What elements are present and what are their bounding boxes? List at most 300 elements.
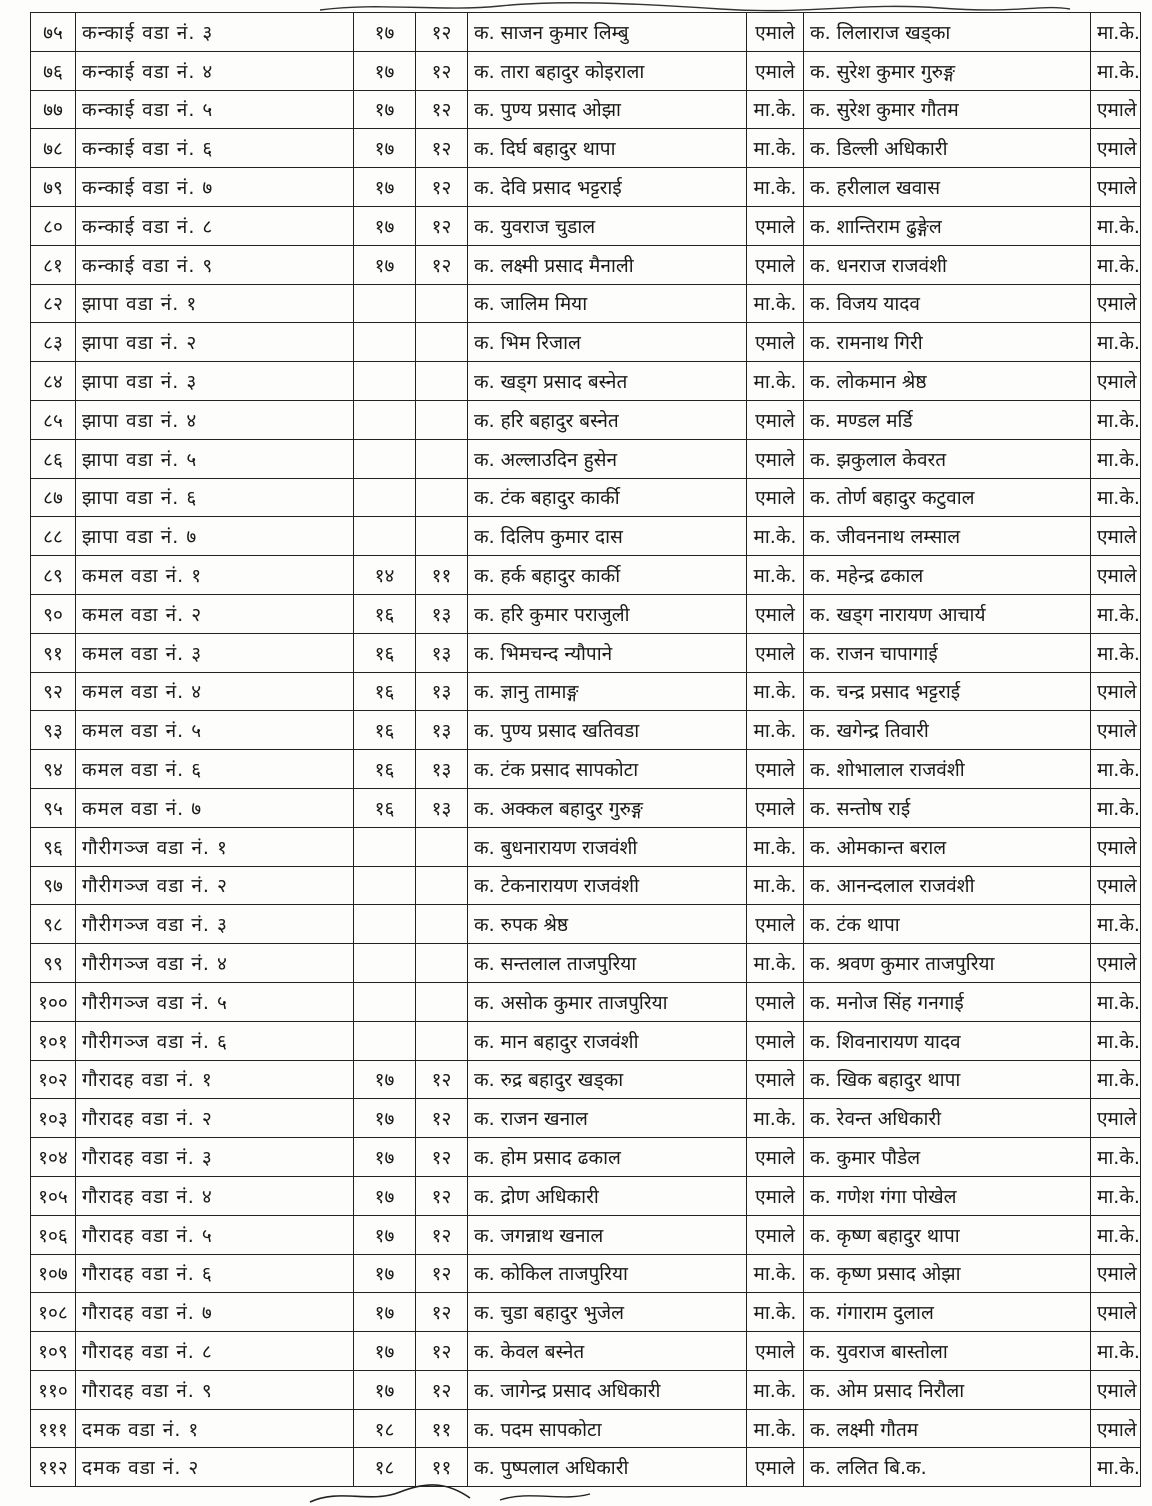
serial-number-cell: ९३ [31, 711, 76, 750]
deputy-name-cell: क. रामनाथ गिरी [804, 323, 1091, 362]
serial-number-cell: ८७ [31, 478, 76, 517]
ward-name-cell: झापा वडा नं. ७ [76, 517, 354, 556]
count-b-cell: १२ [416, 1254, 468, 1293]
ward-name-cell: गौरीगञ्ज वडा नं. ६ [76, 1021, 354, 1060]
table-row [31, 1254, 1141, 1293]
coordinator-name-cell: क. खड्ग प्रसाद बस्नेत [468, 362, 747, 401]
serial-number-cell: ९२ [31, 672, 76, 711]
deputy-name-cell: क. राजन चापागाई [804, 633, 1091, 672]
deputy-name-cell: क. कुमार पौडेल [804, 1138, 1091, 1177]
count-a-cell: १७ [354, 1176, 416, 1215]
table-row [31, 944, 1141, 983]
deputy-name-cell: क. धनराज राजवंशी [804, 245, 1091, 284]
coordinator-name-cell: क. रुद्र बहादुर खड्का [468, 1060, 747, 1099]
count-b-cell: १२ [416, 13, 468, 52]
deputy-party-cell: एमाले [1091, 827, 1141, 866]
coordinator-name-cell: क. रुपक श्रेष्ठ [468, 905, 747, 944]
count-a-cell [354, 400, 416, 439]
deputy-party-cell: मा.के. [1091, 1215, 1141, 1254]
ward-name-cell: गौरादह वडा नं. १ [76, 1060, 354, 1099]
table-row [31, 750, 1141, 789]
count-b-cell [416, 905, 468, 944]
table-row [31, 1138, 1141, 1177]
ward-name-cell: कन्काई वडा नं. ३ [76, 13, 354, 52]
ward-name-cell: झापा वडा नं. ५ [76, 439, 354, 478]
serial-number-cell: ८९ [31, 556, 76, 595]
deputy-name-cell: क. लोकमान श्रेष्ठ [804, 362, 1091, 401]
ward-name-cell: कन्काई वडा नं. ६ [76, 129, 354, 168]
deputy-name-cell: क. शान्तिराम ढुङ्गेल [804, 206, 1091, 245]
serial-number-cell: ७८ [31, 129, 76, 168]
count-b-cell [416, 827, 468, 866]
coordinator-party-cell: एमाले [747, 982, 804, 1021]
serial-number-cell: १०४ [31, 1138, 76, 1177]
count-a-cell: १७ [354, 206, 416, 245]
deputy-party-cell: मा.के. [1091, 13, 1141, 52]
count-a-cell [354, 478, 416, 517]
deputy-name-cell: क. ललित बि.क. [804, 1448, 1091, 1487]
table-row [31, 90, 1141, 129]
serial-number-cell: १०९ [31, 1332, 76, 1371]
coordinator-party-cell: मा.के. [747, 1370, 804, 1409]
table-row [31, 1021, 1141, 1060]
count-a-cell: १७ [354, 245, 416, 284]
count-a-cell: १६ [354, 750, 416, 789]
deputy-party-cell: मा.के. [1091, 1448, 1141, 1487]
serial-number-cell: ९० [31, 594, 76, 633]
deputy-name-cell: क. जीवननाथ लम्साल [804, 517, 1091, 556]
coordinator-party-cell: मा.के. [747, 827, 804, 866]
count-b-cell: १२ [416, 1060, 468, 1099]
deputy-name-cell: क. मनोज सिंह गनगाई [804, 982, 1091, 1021]
deputy-party-cell: मा.के. [1091, 478, 1141, 517]
coordinator-party-cell: मा.के. [747, 129, 804, 168]
serial-number-cell: ९९ [31, 944, 76, 983]
count-a-cell: १७ [354, 1099, 416, 1138]
coordinator-party-cell: मा.के. [747, 284, 804, 323]
deputy-party-cell: एमाले [1091, 866, 1141, 905]
count-a-cell: १७ [354, 51, 416, 90]
count-a-cell [354, 866, 416, 905]
deputy-party-cell: मा.के. [1091, 323, 1141, 362]
coordinator-name-cell: क. भिमचन्द न्यौपाने [468, 633, 747, 672]
coordinator-party-cell: एमाले [747, 594, 804, 633]
serial-number-cell: १०२ [31, 1060, 76, 1099]
coordinator-name-cell: क. जगन्नाथ खनाल [468, 1215, 747, 1254]
coordinator-name-cell: क. असोक कुमार ताजपुरिया [468, 982, 747, 1021]
count-b-cell: १३ [416, 750, 468, 789]
table-row [31, 478, 1141, 517]
coordinator-party-cell: एमाले [747, 1060, 804, 1099]
deputy-name-cell: क. हरीलाल खवास [804, 168, 1091, 207]
count-a-cell [354, 284, 416, 323]
ward-name-cell: दमक वडा नं. २ [76, 1448, 354, 1487]
count-b-cell: १२ [416, 168, 468, 207]
ward-name-cell: गौरादह वडा नं. ६ [76, 1254, 354, 1293]
coordinator-name-cell: क. केवल बस्नेत [468, 1332, 747, 1371]
count-b-cell: १२ [416, 51, 468, 90]
count-b-cell: १२ [416, 1370, 468, 1409]
coordinator-party-cell: मा.के. [747, 672, 804, 711]
ward-name-cell: गौरीगञ्ज वडा नं. १ [76, 827, 354, 866]
ward-name-cell: गौरीगञ्ज वडा नं. ३ [76, 905, 354, 944]
table-row [31, 439, 1141, 478]
ward-name-cell: गौरादह वडा नं. ३ [76, 1138, 354, 1177]
coordinator-name-cell: क. होम प्रसाद ढकाल [468, 1138, 747, 1177]
serial-number-cell: ९६ [31, 827, 76, 866]
deputy-name-cell: क. टंक थापा [804, 905, 1091, 944]
table-row [31, 827, 1141, 866]
coordinator-name-cell: क. राजन खनाल [468, 1099, 747, 1138]
deputy-name-cell: क. सुरेश कुमार गुरुङ्ग [804, 51, 1091, 90]
coordinator-party-cell: एमाले [747, 1176, 804, 1215]
ward-name-cell: कन्काई वडा नं. ८ [76, 206, 354, 245]
count-a-cell: १७ [354, 90, 416, 129]
count-a-cell: १७ [354, 1293, 416, 1332]
deputy-name-cell: क. लक्ष्मी गौतम [804, 1409, 1091, 1448]
table-row [31, 362, 1141, 401]
count-a-cell: १७ [354, 1138, 416, 1177]
count-b-cell [416, 944, 468, 983]
deputy-name-cell: क. ओमकान्त बराल [804, 827, 1091, 866]
table-row [31, 168, 1141, 207]
deputy-name-cell: क. सुरेश कुमार गौतम [804, 90, 1091, 129]
count-b-cell: १२ [416, 1099, 468, 1138]
coordinator-party-cell: एमाले [747, 1332, 804, 1371]
serial-number-cell: ८४ [31, 362, 76, 401]
ward-name-cell: गौरादह वडा नं. २ [76, 1099, 354, 1138]
serial-number-cell: ९८ [31, 905, 76, 944]
serial-number-cell: ७९ [31, 168, 76, 207]
count-a-cell: १८ [354, 1409, 416, 1448]
serial-number-cell: ९७ [31, 866, 76, 905]
count-b-cell [416, 362, 468, 401]
count-b-cell: ११ [416, 556, 468, 595]
deputy-party-cell: मा.के. [1091, 400, 1141, 439]
coordinator-name-cell: क. युवराज चुडाल [468, 206, 747, 245]
coordinator-party-cell: मा.के. [747, 362, 804, 401]
table-body [31, 13, 1141, 1487]
table-row [31, 672, 1141, 711]
count-b-cell: १२ [416, 206, 468, 245]
deputy-party-cell: मा.के. [1091, 245, 1141, 284]
count-b-cell: १२ [416, 1138, 468, 1177]
count-a-cell [354, 982, 416, 1021]
coordinator-name-cell: क. हरि बहादुर बस्नेत [468, 400, 747, 439]
ward-name-cell: गौरीगञ्ज वडा नं. ५ [76, 982, 354, 1021]
deputy-party-cell: एमाले [1091, 284, 1141, 323]
deputy-party-cell: मा.के. [1091, 1021, 1141, 1060]
count-b-cell: ११ [416, 1448, 468, 1487]
ward-name-cell: कन्काई वडा नं. ९ [76, 245, 354, 284]
coordinator-party-cell: मा.के. [747, 517, 804, 556]
table-row [31, 13, 1141, 52]
count-a-cell: १६ [354, 633, 416, 672]
deputy-name-cell: क. ओम प्रसाद निरौला [804, 1370, 1091, 1409]
count-a-cell: १७ [354, 129, 416, 168]
coordinator-party-cell: एमाले [747, 478, 804, 517]
deputy-name-cell: क. विजय यादव [804, 284, 1091, 323]
coordinator-name-cell: क. टंक प्रसाद सापकोटा [468, 750, 747, 789]
count-a-cell [354, 1021, 416, 1060]
coordinator-name-cell: क. चुडा बहादुर भुजेल [468, 1293, 747, 1332]
ward-name-cell: कमल वडा नं. ५ [76, 711, 354, 750]
deputy-party-cell: एमाले [1091, 129, 1141, 168]
deputy-name-cell: क. लिलाराज खड्का [804, 13, 1091, 52]
table-row [31, 517, 1141, 556]
deputy-name-cell: क. मण्डल मर्डि [804, 400, 1091, 439]
coordinator-name-cell: क. ज्ञानु तामाङ्ग [468, 672, 747, 711]
coordinator-name-cell: क. सन्तलाल ताजपुरिया [468, 944, 747, 983]
deputy-name-cell: क. खिक बहादुर थापा [804, 1060, 1091, 1099]
deputy-party-cell: एमाले [1091, 517, 1141, 556]
table-row [31, 905, 1141, 944]
table-row [31, 206, 1141, 245]
coordinator-party-cell: एमाले [747, 245, 804, 284]
ward-name-cell: झापा वडा नं. ६ [76, 478, 354, 517]
coordinator-party-cell: मा.के. [747, 1254, 804, 1293]
table-row [31, 556, 1141, 595]
count-a-cell [354, 439, 416, 478]
coordinator-name-cell: क. भिम रिजाल [468, 323, 747, 362]
deputy-name-cell: क. आनन्दलाल राजवंशी [804, 866, 1091, 905]
table-row [31, 245, 1141, 284]
count-b-cell: १३ [416, 672, 468, 711]
deputy-party-cell: मा.के. [1091, 206, 1141, 245]
ward-name-cell: गौरादह वडा नं. ४ [76, 1176, 354, 1215]
count-b-cell: १२ [416, 1332, 468, 1371]
count-b-cell [416, 1021, 468, 1060]
coordinator-name-cell: क. मान बहादुर राजवंशी [468, 1021, 747, 1060]
coordinator-party-cell: एमाले [747, 13, 804, 52]
deputy-name-cell: क. गणेश गंगा पोखेल [804, 1176, 1091, 1215]
serial-number-cell: ९१ [31, 633, 76, 672]
count-a-cell [354, 362, 416, 401]
coordinator-name-cell: क. पुण्य प्रसाद ओझा [468, 90, 747, 129]
deputy-name-cell: क. सन्तोष राई [804, 788, 1091, 827]
deputy-party-cell: मा.के. [1091, 1332, 1141, 1371]
count-a-cell: १८ [354, 1448, 416, 1487]
coordinator-name-cell: क. हरि कुमार पराजुली [468, 594, 747, 633]
count-b-cell [416, 323, 468, 362]
serial-number-cell: १०८ [31, 1293, 76, 1332]
table-row [31, 1409, 1141, 1448]
count-a-cell [354, 944, 416, 983]
deputy-party-cell: एमाले [1091, 1099, 1141, 1138]
deputy-party-cell: मा.के. [1091, 51, 1141, 90]
coordinator-party-cell: एमाले [747, 633, 804, 672]
coordinator-name-cell: क. जालिम मिया [468, 284, 747, 323]
deputy-name-cell: क. शिवनारायण यादव [804, 1021, 1091, 1060]
serial-number-cell: १०० [31, 982, 76, 1021]
count-a-cell: १६ [354, 711, 416, 750]
count-b-cell: ११ [416, 1409, 468, 1448]
serial-number-cell: ११२ [31, 1448, 76, 1487]
deputy-party-cell: एमाले [1091, 672, 1141, 711]
coordinator-name-cell: क. हर्क बहादुर कार्की [468, 556, 747, 595]
serial-number-cell: ९५ [31, 788, 76, 827]
deputy-party-cell: एमाले [1091, 362, 1141, 401]
coordinator-name-cell: क. अल्लाउदिन हुसेन [468, 439, 747, 478]
table-row [31, 788, 1141, 827]
deputy-party-cell: एमाले [1091, 90, 1141, 129]
coordinator-party-cell: मा.के. [747, 944, 804, 983]
deputy-name-cell: क. खड्ग नारायण आचार्य [804, 594, 1091, 633]
count-a-cell [354, 517, 416, 556]
table-row [31, 51, 1141, 90]
coordinator-party-cell: एमाले [747, 439, 804, 478]
table-row [31, 711, 1141, 750]
deputy-name-cell: क. गंगाराम दुलाल [804, 1293, 1091, 1332]
table-row [31, 866, 1141, 905]
deputy-party-cell: मा.के. [1091, 439, 1141, 478]
coordinator-name-cell: क. कोकिल ताजपुरिया [468, 1254, 747, 1293]
deputy-party-cell: मा.के. [1091, 1138, 1141, 1177]
deputy-name-cell: क. रेवन्त अधिकारी [804, 1099, 1091, 1138]
count-a-cell [354, 905, 416, 944]
coordinator-party-cell: एमाले [747, 1138, 804, 1177]
count-a-cell: १७ [354, 13, 416, 52]
deputy-name-cell: क. महेन्द्र ढकाल [804, 556, 1091, 595]
deputy-party-cell: मा.के. [1091, 750, 1141, 789]
table-row [31, 982, 1141, 1021]
coordinator-party-cell: मा.के. [747, 866, 804, 905]
ward-name-cell: दमक वडा नं. १ [76, 1409, 354, 1448]
deputy-name-cell: क. श्रवण कुमार ताजपुरिया [804, 944, 1091, 983]
serial-number-cell: ८८ [31, 517, 76, 556]
count-b-cell: १२ [416, 129, 468, 168]
serial-number-cell: १०६ [31, 1215, 76, 1254]
deputy-name-cell: क. युवराज बास्तोला [804, 1332, 1091, 1371]
deputy-party-cell: मा.के. [1091, 905, 1141, 944]
ward-name-cell: कन्काई वडा नं. ७ [76, 168, 354, 207]
ward-name-cell: गौरादह वडा नं. ८ [76, 1332, 354, 1371]
coordinator-name-cell: क. अक्कल बहादुर गुरुङ्ग [468, 788, 747, 827]
count-a-cell: १७ [354, 1215, 416, 1254]
count-a-cell: १६ [354, 672, 416, 711]
ward-name-cell: गौरीगञ्ज वडा नं. २ [76, 866, 354, 905]
deputy-name-cell: क. खगेन्द्र तिवारी [804, 711, 1091, 750]
deputy-party-cell: एमाले [1091, 168, 1141, 207]
ward-name-cell: झापा वडा नं. ४ [76, 400, 354, 439]
table-row [31, 1176, 1141, 1215]
ward-name-cell: झापा वडा नं. ३ [76, 362, 354, 401]
coordinator-party-cell: मा.के. [747, 1409, 804, 1448]
coordinator-name-cell: क. तारा बहादुर कोइराला [468, 51, 747, 90]
coordinator-name-cell: क. जागेन्द्र प्रसाद अधिकारी [468, 1370, 747, 1409]
coordinator-name-cell: क. टंक बहादुर कार्की [468, 478, 747, 517]
count-a-cell: १६ [354, 788, 416, 827]
count-b-cell: १२ [416, 245, 468, 284]
count-a-cell [354, 323, 416, 362]
coordinator-name-cell: क. पुण्य प्रसाद खतिवडा [468, 711, 747, 750]
serial-number-cell: ८६ [31, 439, 76, 478]
serial-number-cell: १०३ [31, 1099, 76, 1138]
coordinator-name-cell: क. पदम सापकोटा [468, 1409, 747, 1448]
deputy-name-cell: क. चन्द्र प्रसाद भट्टराई [804, 672, 1091, 711]
serial-number-cell: ९४ [31, 750, 76, 789]
deputy-party-cell: एमाले [1091, 944, 1141, 983]
deputy-party-cell: एमाले [1091, 1370, 1141, 1409]
deputy-party-cell: मा.के. [1091, 1176, 1141, 1215]
ward-name-cell: गौरीगञ्ज वडा नं. ४ [76, 944, 354, 983]
count-b-cell: १३ [416, 711, 468, 750]
count-a-cell: १७ [354, 1060, 416, 1099]
table-row [31, 1099, 1141, 1138]
deputy-party-cell: मा.के. [1091, 788, 1141, 827]
deputy-party-cell: एमाले [1091, 1254, 1141, 1293]
table-row [31, 633, 1141, 672]
serial-number-cell: १११ [31, 1409, 76, 1448]
coordinator-party-cell: एमाले [747, 750, 804, 789]
coordinator-name-cell: क. पुष्पलाल अधिकारी [468, 1448, 747, 1487]
count-a-cell [354, 827, 416, 866]
committee-table [30, 12, 1141, 1487]
count-b-cell [416, 478, 468, 517]
count-b-cell [416, 400, 468, 439]
ward-name-cell: कन्काई वडा नं. ५ [76, 90, 354, 129]
ward-name-cell: गौरादह वडा नं. ५ [76, 1215, 354, 1254]
deputy-name-cell: क. झकुलाल केवरत [804, 439, 1091, 478]
coordinator-party-cell: एमाले [747, 1021, 804, 1060]
coordinator-party-cell: एमाले [747, 1215, 804, 1254]
count-b-cell: १३ [416, 633, 468, 672]
serial-number-cell: ८३ [31, 323, 76, 362]
serial-number-cell: ७५ [31, 13, 76, 52]
coordinator-party-cell: एमाले [747, 323, 804, 362]
serial-number-cell: ८० [31, 206, 76, 245]
ward-name-cell: कमल वडा नं. १ [76, 556, 354, 595]
ward-name-cell: कमल वडा नं. ६ [76, 750, 354, 789]
serial-number-cell: ८१ [31, 245, 76, 284]
serial-number-cell: ७६ [31, 51, 76, 90]
coordinator-party-cell: मा.के. [747, 1293, 804, 1332]
deputy-party-cell: मा.के. [1091, 633, 1141, 672]
serial-number-cell: ११० [31, 1370, 76, 1409]
deputy-name-cell: क. कृष्ण प्रसाद ओझा [804, 1254, 1091, 1293]
coordinator-name-cell: क. साजन कुमार लिम्बु [468, 13, 747, 52]
coordinator-party-cell: एमाले [747, 788, 804, 827]
table-row [31, 400, 1141, 439]
ward-name-cell: कमल वडा नं. ७ [76, 788, 354, 827]
deputy-party-cell: एमाले [1091, 1293, 1141, 1332]
table-row [31, 594, 1141, 633]
deputy-name-cell: क. शोभालाल राजवंशी [804, 750, 1091, 789]
count-b-cell: १२ [416, 1293, 468, 1332]
coordinator-party-cell: मा.के. [747, 1099, 804, 1138]
count-b-cell: १२ [416, 1176, 468, 1215]
deputy-name-cell: क. तोर्ण बहादुर कटुवाल [804, 478, 1091, 517]
ward-name-cell: झापा वडा नं. १ [76, 284, 354, 323]
coordinator-name-cell: क. बुधनारायण राजवंशी [468, 827, 747, 866]
coordinator-party-cell: एमाले [747, 400, 804, 439]
serial-number-cell: १०७ [31, 1254, 76, 1293]
ward-name-cell: कमल वडा नं. २ [76, 594, 354, 633]
serial-number-cell: १०१ [31, 1021, 76, 1060]
count-a-cell: १७ [354, 1254, 416, 1293]
table-row [31, 1060, 1141, 1099]
count-a-cell: १४ [354, 556, 416, 595]
serial-number-cell: ७७ [31, 90, 76, 129]
coordinator-party-cell: मा.के. [747, 168, 804, 207]
count-b-cell: १२ [416, 1215, 468, 1254]
ward-name-cell: कन्काई वडा नं. ४ [76, 51, 354, 90]
deputy-party-cell: एमाले [1091, 556, 1141, 595]
count-b-cell: १३ [416, 594, 468, 633]
ward-name-cell: कमल वडा नं. ३ [76, 633, 354, 672]
serial-number-cell: ८२ [31, 284, 76, 323]
deputy-name-cell: क. डिल्ली अधिकारी [804, 129, 1091, 168]
